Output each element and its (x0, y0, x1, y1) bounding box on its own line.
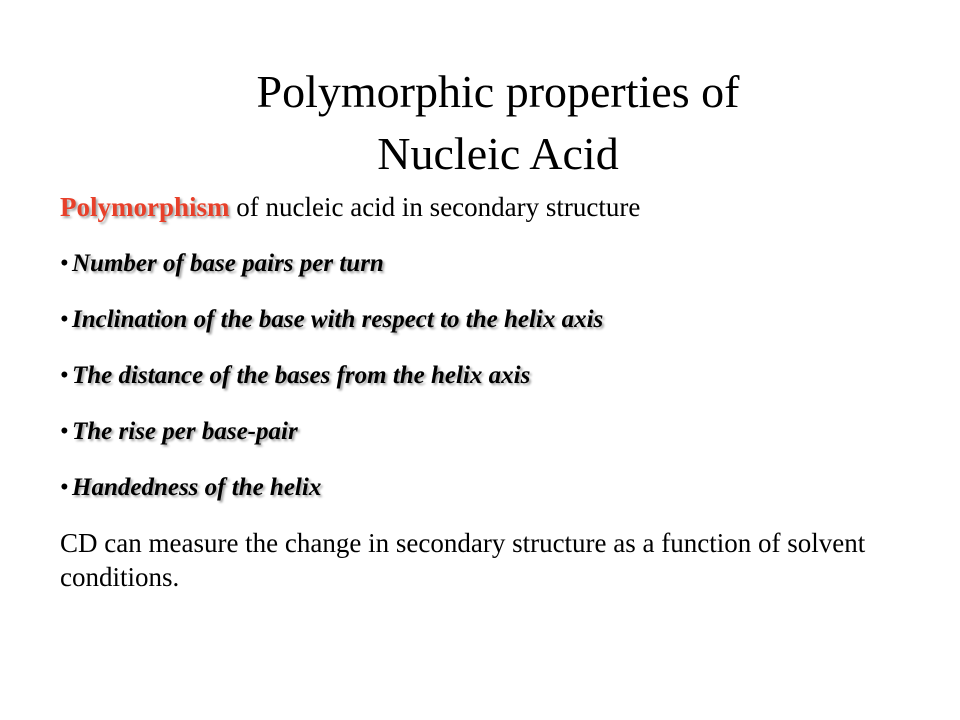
list-item (60, 360, 940, 392)
list-item-text: Handedness of the helix (72, 474, 322, 501)
slide-title-line-1: Polymorphic properties of (256, 65, 740, 117)
slide-title (0, 61, 960, 185)
bullet-icon: • (60, 418, 69, 445)
bullet-icon: • (60, 306, 69, 333)
list-item-text: Inclination of the base with respect to the helix axis (72, 306, 604, 333)
slide-body (60, 190, 940, 594)
list-item (60, 248, 940, 280)
intro-line (60, 190, 940, 224)
closing-paragraph: CD can measure the change in secondary structure as a function of solvent conditions. (60, 528, 866, 592)
slide-title-line-2: Nucleic Acid (377, 127, 619, 179)
list-item (60, 304, 940, 336)
bullet-icon: • (60, 362, 69, 389)
list-item-text: Number of base pairs per turn (72, 250, 384, 277)
bullet-icon: • (60, 250, 69, 277)
bullet-icon: • (60, 474, 69, 501)
list-item-text: The rise per base-pair (72, 418, 298, 445)
list-item (60, 416, 940, 448)
property-list (60, 248, 940, 504)
polymorphism-term: Polymorphism (60, 192, 230, 222)
list-item (60, 472, 940, 504)
list-item-text: The distance of the bases from the helix axis (72, 362, 531, 389)
intro-rest: of nucleic acid in secondary structure (229, 192, 641, 222)
